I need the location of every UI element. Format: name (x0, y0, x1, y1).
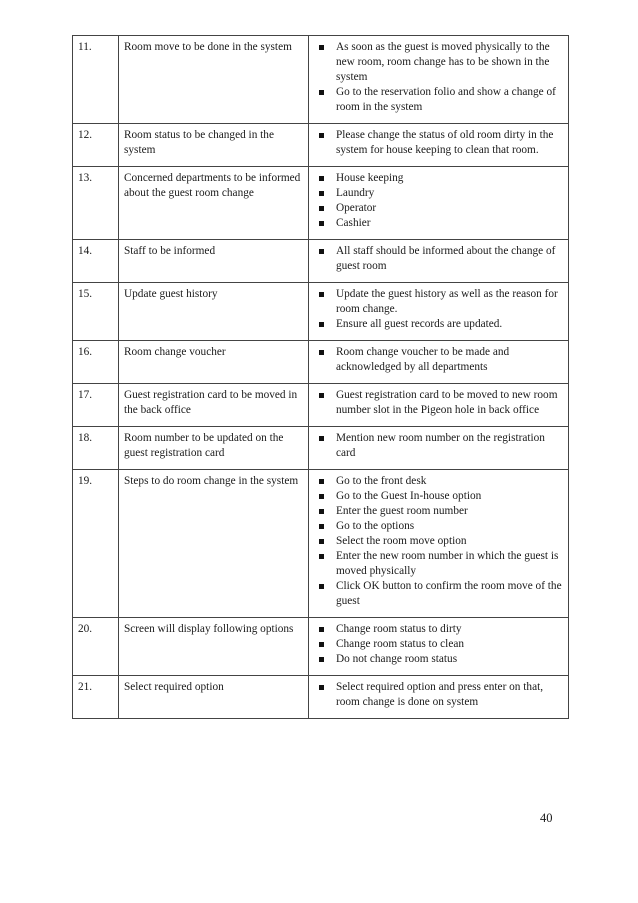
step-actions (309, 427, 569, 470)
action-list (314, 622, 563, 667)
list-item: Change room status to dirty (314, 622, 563, 637)
step-actions (309, 167, 569, 240)
action-list (314, 244, 563, 274)
step-description: Select required option (119, 676, 309, 719)
step-actions (309, 124, 569, 167)
list-item: As soon as the guest is moved physically to the new room, room change has to be shown in the system (314, 40, 563, 85)
step-description: Screen will display following options (119, 618, 309, 676)
step-description: Staff to be informed (119, 240, 309, 283)
list-item: Update the guest history as well as the reason for room change. (314, 287, 563, 317)
step-number: 21. (73, 676, 119, 719)
table-row (73, 36, 569, 124)
step-number: 20. (73, 618, 119, 676)
list-item: Enter the new room number in which the guest is moved physically (314, 549, 563, 579)
list-item: Go to the front desk (314, 474, 563, 489)
list-item: Select the room move option (314, 534, 563, 549)
list-item: Go to the reservation folio and show a change of room in the system (314, 85, 563, 115)
step-number: 11. (73, 36, 119, 124)
list-item: Select required option and press enter on that, room change is done on system (314, 680, 563, 710)
step-actions (309, 283, 569, 341)
step-number: 17. (73, 384, 119, 427)
step-actions (309, 36, 569, 124)
step-description: Steps to do room change in the system (119, 470, 309, 618)
table-row (73, 470, 569, 618)
step-actions (309, 341, 569, 384)
step-number: 14. (73, 240, 119, 283)
table-row (73, 427, 569, 470)
step-number: 16. (73, 341, 119, 384)
list-item: Please change the status of old room dirty in the system for house keeping to clean that room. (314, 128, 563, 158)
step-description: Room number to be updated on the guest registration card (119, 427, 309, 470)
step-number: 12. (73, 124, 119, 167)
step-description: Room change voucher (119, 341, 309, 384)
list-item: Cashier (314, 216, 563, 231)
action-list (314, 171, 563, 231)
step-description: Update guest history (119, 283, 309, 341)
action-list (314, 474, 563, 609)
list-item: All staff should be informed about the change of guest room (314, 244, 563, 274)
table-row (73, 124, 569, 167)
step-description: Guest registration card to be moved in the back office (119, 384, 309, 427)
list-item: Ensure all guest records are updated. (314, 317, 563, 332)
table-row (73, 167, 569, 240)
list-item: House keeping (314, 171, 563, 186)
list-item: Click OK button to confirm the room move of the guest (314, 579, 563, 609)
step-number: 15. (73, 283, 119, 341)
step-number: 18. (73, 427, 119, 470)
page-number: 40 (540, 811, 553, 825)
table-row (73, 676, 569, 719)
action-list (314, 388, 563, 418)
action-list (314, 345, 563, 375)
list-item: Guest registration card to be moved to new room number slot in the Pigeon hole in back office (314, 388, 563, 418)
list-item: Enter the guest room number (314, 504, 563, 519)
action-list (314, 128, 563, 158)
list-item: Do not change room status (314, 652, 563, 667)
table-row (73, 283, 569, 341)
step-actions (309, 470, 569, 618)
table-row (73, 240, 569, 283)
action-list (314, 287, 563, 332)
action-list (314, 431, 563, 461)
action-list (314, 680, 563, 710)
list-item: Room change voucher to be made and acknowledged by all departments (314, 345, 563, 375)
list-item: Mention new room number on the registration card (314, 431, 563, 461)
step-actions (309, 618, 569, 676)
step-description: Room move to be done in the system (119, 36, 309, 124)
procedure-table (72, 35, 569, 719)
action-list (314, 40, 563, 115)
list-item: Go to the options (314, 519, 563, 534)
list-item: Go to the Guest In-house option (314, 489, 563, 504)
table-row (73, 341, 569, 384)
step-actions (309, 240, 569, 283)
table-row (73, 618, 569, 676)
procedure-table-body (73, 36, 569, 719)
step-description: Concerned departments to be informed about the guest room change (119, 167, 309, 240)
step-number: 13. (73, 167, 119, 240)
step-description: Room status to be changed in the system (119, 124, 309, 167)
table-row (73, 384, 569, 427)
list-item: Operator (314, 201, 563, 216)
step-actions (309, 384, 569, 427)
step-number: 19. (73, 470, 119, 618)
list-item: Laundry (314, 186, 563, 201)
step-actions (309, 676, 569, 719)
list-item: Change room status to clean (314, 637, 563, 652)
